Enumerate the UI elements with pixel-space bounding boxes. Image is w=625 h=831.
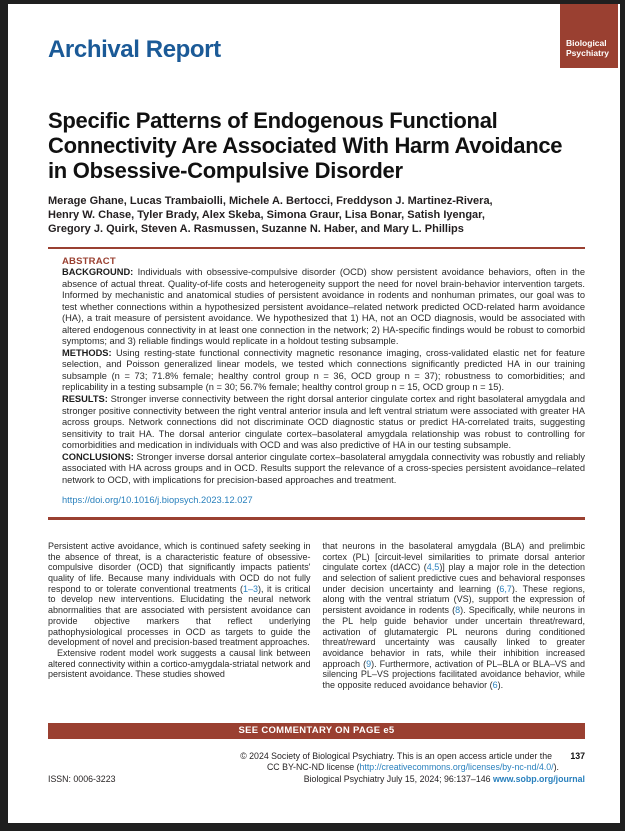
abstract-text: Stronger inverse connectivity between the right dorsal anterior cingulate cortex and right basolateral amygdala and stronger positive connectivity between the right ventral anterior insula and left ventral striatum were associated with greater HA across groups. Network connections did not discriminate OCD diagnostic status or predict HA-correlated traits, suggesting sensitivity to trait HA. The dorsal anterior cingulate cortex–basolateral amygdala relationship was robust to controlling for comorbidities and medication in individuals with OCD and was also predictive of HA in our testing subsample. bbox=[62, 394, 585, 451]
citation-link[interactable]: 1–3 bbox=[243, 583, 259, 594]
article-title: Specific Patterns of Endogenous Functional Connectivity Are Associated With Harm Avoidance in Obsessive-Compulsive Disorder bbox=[48, 108, 563, 183]
article-page bbox=[8, 4, 620, 823]
body-text: ). Furthermore, activation of PL–BLA or BLA–VS and silencing PL–VS projections facilitated avoidance behavior, while the opposite reduced avoidance behavior ( bbox=[322, 658, 585, 691]
abstract-label: RESULTS: bbox=[62, 394, 108, 405]
copyright-line: © 2024 Society of Biological Psychiatry. This is an open access article under the bbox=[240, 750, 552, 761]
commentary-banner[interactable]: SEE COMMENTARY ON PAGE e5 bbox=[48, 723, 585, 739]
license-text: CC BY-NC-ND license ( bbox=[266, 762, 360, 773]
license-text-suffix: ). bbox=[553, 762, 559, 773]
author-line: Henry W. Chase, Tyler Brady, Alex Skeba, Simona Graur, Lisa Bonar, Satish Iyengar, bbox=[48, 209, 485, 221]
section-label: Archival Report bbox=[48, 36, 221, 63]
abstract-section-background bbox=[62, 267, 585, 348]
issn-label: ISSN: 0006-3223 bbox=[48, 773, 116, 784]
body-text: ), it is critical to develop new interventions. Elucidating the neural network abnormalities that are associated with persistent avoidance can provide objective markers that reflect underlying pathophysiological processes in OCD as targets to guide the development of novel and precision-based treatment approaches. bbox=[48, 583, 311, 648]
body-column-left bbox=[48, 541, 311, 723]
citation-link[interactable]: 4,5 bbox=[426, 562, 440, 573]
body-column-right bbox=[323, 541, 586, 723]
author-line: Merage Ghane, Lucas Trambaiolli, Michele A. Bertocci, Freddyson J. Martinez-Rivera, bbox=[48, 195, 493, 207]
journal-citation-text: Biological Psychiatry July 15, 2024; 96:137–146 bbox=[303, 773, 493, 784]
abstract-block bbox=[48, 249, 585, 508]
citation-line bbox=[48, 774, 585, 786]
abstract-label: CONCLUSIONS: bbox=[62, 451, 134, 462]
abstract-section-conclusions bbox=[62, 452, 585, 487]
abstract-text: Stronger inverse dorsal anterior cingulate cortex–basolateral amygdala connectivity was robustly and reliably associated with HA across groups and in OCD. Results support the relevance of a cross-species persistent avoidance–related network to OCD, with implications for precision-based approaches and treatment. bbox=[62, 451, 585, 485]
body-paragraph bbox=[48, 648, 311, 680]
abstract-section-results bbox=[62, 394, 585, 452]
body-text: that neurons in the basolateral amygdala (BLA) and prelimbic cortex (PL) [circuit-level similarities to primate dorsal anterior cingulate cortex (dACC) ( bbox=[322, 540, 585, 573]
body-text: )] play a major role in the detection and selection of salient predictive cues and behavioral responses under decision uncertainty and learning ( bbox=[322, 562, 585, 594]
body-text: ). These regions, along with the ventral striatum (VS), support the expression of persistent avoidance in rodents ( bbox=[322, 583, 585, 616]
footer-publisher-block bbox=[48, 751, 585, 786]
citation-link[interactable]: 9 bbox=[366, 658, 372, 669]
body-text: Extensive rodent model work suggests a causal link between altered connectivity within a cortico-amygdala-striatal network and persistent avoidance. These studies showed bbox=[48, 647, 311, 680]
abstract-label: BACKGROUND: bbox=[62, 267, 134, 277]
doi-link[interactable]: https://doi.org/10.1016/j.biopsych.2023.12.027 bbox=[62, 495, 253, 506]
page-number: 137 bbox=[570, 750, 585, 761]
abstract-bottom-divider bbox=[48, 517, 585, 520]
citation-link[interactable]: 6,7 bbox=[499, 583, 512, 594]
journal-badge-line1: Biological bbox=[566, 38, 607, 48]
abstract-text: Individuals with obsessive-compulsive disorder (OCD) show persistent avoidance behaviors, often in the absence of actual threat. Quality-of-life costs and heterogeneity support the need for novel brain-behavior intervention targets. Informed by mechanistic and anatomical studies of persistent avoidance in rodents and nonhuman primates, our goal was to test whether connections within a hypothesized persistent avoidance–related network predicted OCD-related harm avoidance (HA), a trait measure of persistent avoidance. We hypothesized that 1) HA, not an OCD diagnosis, would be associated with altered endogenous connectivity in at least one connection in the network; 2) HA-specific findings would be robust to comorbid symptoms; and 3) reliable findings would replicate in a holdout testing subsample. bbox=[62, 267, 585, 347]
body-text: ). bbox=[497, 680, 504, 691]
journal-badge-line2: Psychiatry bbox=[566, 48, 609, 58]
citation-link[interactable]: 8 bbox=[455, 605, 461, 616]
license-line bbox=[48, 762, 585, 774]
article-body bbox=[48, 541, 585, 723]
body-paragraph bbox=[323, 541, 586, 691]
footer bbox=[48, 751, 585, 791]
abstract-section-methods bbox=[62, 348, 585, 394]
body-paragraph bbox=[48, 541, 311, 648]
body-text: Persistent active avoidance, which is continued safety seeking in the absence of threat, is a characteristic feature of obsessive-compulsive disorder (OCD) that significantly impacts patients' quality of life. Because many individuals with OCD do not fully respond to or tolerate conventional treatments ( bbox=[48, 540, 311, 594]
abstract-heading: ABSTRACT bbox=[62, 256, 116, 267]
license-url-link[interactable]: http://creativecommons.org/licenses/by-nc-nd/4.0/ bbox=[359, 762, 554, 773]
body-text: ). Specifically, while neurons in the PL help guide behavior under uncertain threat/reward, activation of glutamatergic PL neurons during conditioned threat/reward uncertainty was causally linked to greater avoidance behavior in rats, while their inhibition increased approach ( bbox=[322, 605, 585, 669]
citation-link[interactable]: 6 bbox=[492, 680, 498, 691]
author-list bbox=[48, 194, 585, 236]
abstract-label: METHODS: bbox=[62, 347, 112, 358]
abstract-text: Using resting-state functional connectivity magnetic resonance imaging, cross-validated elastic net for feature selection, and Poisson generalized linear models, we tested which connections significantly predicted HA in our training subsample (n = 73; 71.8% female; healthy control group n = 36, OCD group n = 37); robustness to comorbidities; and replicability in a testing subsample (n = 30; 56.7% female; healthy control group n = 15, OCD group n = 15). bbox=[62, 347, 585, 393]
author-line: Gregory J. Quirk, Steven A. Rasmussen, Suzanne N. Haber, and Mary L. Phillips bbox=[48, 223, 464, 235]
journal-url-link[interactable]: www.sobp.org/journal bbox=[492, 773, 585, 784]
